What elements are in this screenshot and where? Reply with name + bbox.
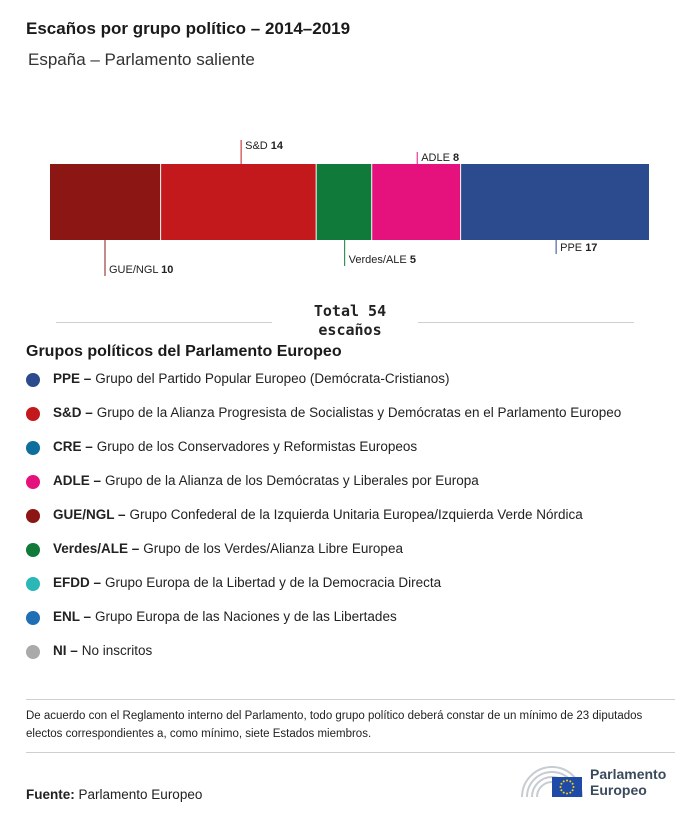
legend-name: Grupo de los Verdes/Alianza Libre Europea [143, 541, 403, 556]
total-rule-left [56, 322, 272, 323]
legend-item [26, 609, 621, 643]
bar-segment [50, 164, 160, 240]
bar-label-name: ADLE [421, 152, 454, 164]
legend-name: Grupo Confederal de la Izquierda Unitaria Europea/Izquierda Verde Nórdica [129, 507, 583, 522]
legend-swatch-icon [26, 509, 40, 523]
legend-code: EFDD – [53, 575, 102, 590]
source-value: Parlamento Europeo [78, 787, 203, 802]
legend-code: GUE/NGL – [53, 507, 126, 522]
source [26, 787, 202, 802]
legend-name: Grupo de la Alianza de los Demócratas y Liberales por Europa [105, 473, 479, 488]
bar-label-name: GUE/NGL [109, 264, 162, 276]
ep-logo [520, 762, 680, 802]
legend-name: No inscritos [81, 643, 153, 658]
footnote: De acuerdo con el Reglamento interno del Parlamento, todo grupo político deberá constar de un mínimo de 23 diputados electos correspondientes a, como mínimo, siete Estados miembros. [26, 710, 643, 740]
bar-label-name: Verdes/ALE [348, 254, 410, 266]
total-seats [290, 302, 410, 340]
legend-item [26, 371, 621, 405]
ep-hemicycle-flag-icon [520, 763, 584, 801]
ep-logo-line2: Europeo [590, 782, 647, 798]
bar-segment [317, 164, 372, 240]
bar-label [245, 140, 284, 152]
total-unit: escaños [318, 321, 382, 339]
bar-segment [161, 164, 316, 240]
legend-item [26, 473, 621, 507]
divider-bottom [26, 752, 675, 753]
legend-name: Grupo Europa de la Libertad y de la Democracia Directa [105, 575, 442, 590]
legend-code: S&D – [53, 405, 93, 420]
legend-code: PPE – [53, 371, 92, 386]
legend-code: ENL – [53, 609, 92, 624]
bar-label-value: 5 [409, 254, 416, 266]
bar-label [421, 152, 459, 164]
legend-name: Grupo del Partido Popular Europeo (Demócrata-Cristianos) [95, 371, 450, 386]
legend-item [26, 575, 621, 609]
legend-swatch-icon [26, 407, 40, 421]
ep-logo-text [590, 766, 666, 798]
bar-label-value: 14 [270, 140, 284, 152]
legend-item [26, 405, 621, 439]
bar-label-name: PPE [560, 242, 586, 254]
legend-name: Grupo Europa de las Naciones y de las Libertades [95, 609, 397, 624]
source-label: Fuente: [26, 787, 75, 802]
legend-code: CRE – [53, 439, 93, 454]
legend-item [26, 541, 621, 575]
legend-code: ADLE – [53, 473, 102, 488]
legend-item [26, 507, 621, 541]
legend-code: NI – [53, 643, 78, 658]
chart-subtitle: España – Parlamento saliente [28, 50, 255, 69]
bar-segment [372, 164, 460, 240]
ep-logo-line1: Parlamento [590, 766, 667, 782]
legend-title: Grupos políticos del Parlamento Europeo [26, 343, 342, 360]
legend-swatch-icon [26, 611, 40, 625]
total-rule-right [418, 322, 634, 323]
legend-name: Grupo de los Conservadores y Reformistas Europeos [96, 439, 418, 454]
stacked-bar-chart [0, 0, 700, 300]
bar-label [349, 254, 416, 266]
legend-item [26, 439, 621, 473]
legend-item [26, 643, 621, 677]
legend [26, 371, 621, 677]
bar-label [560, 242, 597, 254]
bar-segment [461, 164, 649, 240]
bar-label-value: 10 [161, 264, 174, 276]
legend-swatch-icon [26, 373, 40, 387]
legend-swatch-icon [26, 645, 40, 659]
bar-label-value: 8 [453, 152, 460, 164]
legend-swatch-icon [26, 577, 40, 591]
divider-top [26, 699, 675, 700]
legend-code: Verdes/ALE – [53, 541, 140, 556]
legend-swatch-icon [26, 543, 40, 557]
legend-swatch-icon [26, 475, 40, 489]
bar-label [109, 264, 173, 276]
bar-label-value: 17 [585, 242, 598, 254]
legend-name: Grupo de la Alianza Progresista de Socialistas y Demócratas en el Parlamento Europeo [96, 405, 622, 420]
bar-label-name: S&D [245, 140, 271, 152]
total-label: Total 54 [313, 302, 387, 320]
legend-swatch-icon [26, 441, 40, 455]
chart-title: Escaños por grupo político – 2014–2019 [26, 19, 351, 38]
